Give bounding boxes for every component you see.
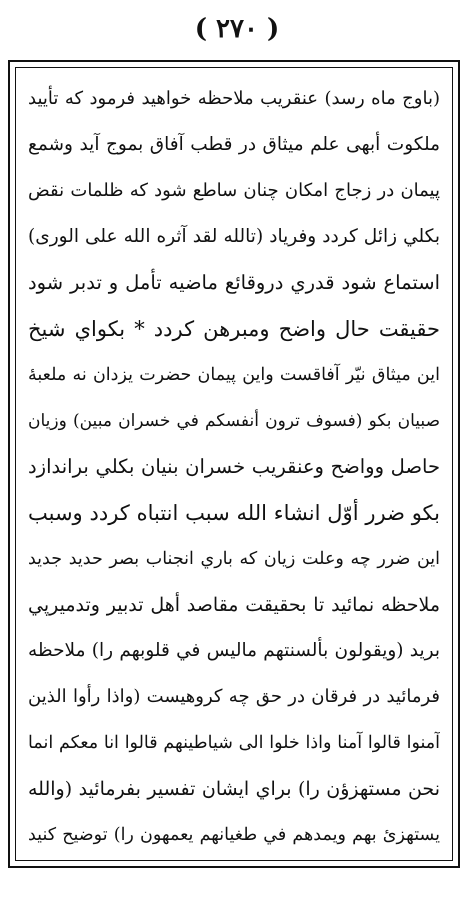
body-text xyxy=(28,76,440,858)
text-line: پيمان در زجاج امكان چنان ساطع شود كه ظلمات نقض xyxy=(28,180,440,201)
text-line: يستهزئ بهم ويمدهم في طغيانهم يعمهون را) توضيح كنيد xyxy=(28,825,440,845)
page-number: ( ٢٧٠ ) xyxy=(194,14,280,44)
text-line: بكلي زائل كردد وفرياد (تالله لقد آثره الله على الورى) xyxy=(28,226,440,247)
text-line: ملاحظه نمائيد تا بحقيقت مقاصد أهل تدبير وتدميرپي xyxy=(28,594,440,616)
text-line: حقيقت حال واضح ومبرهن كردد * بكواي شيخ xyxy=(28,317,440,341)
text-line: (باوج ماه رسد) عنقريب ملاحظه خواهيد فرمود كه تأييد xyxy=(28,88,440,109)
page-frame-inner xyxy=(15,67,453,861)
text-line: استماع شود قدري دروقائع ماضيه تأمل و تدبر شود xyxy=(28,271,440,294)
text-line: اين ضرر چه وعلت زيان كه باري انجناب بصر حديد جديد xyxy=(28,549,440,569)
page-frame xyxy=(8,60,460,868)
text-line: نحن مستهزؤن را) براي ايشان تفسير بفرمائيد (والله xyxy=(28,778,440,800)
text-line: صبيان بكو (فسوف ترون أنفسكم في خسران مبين) وزيان xyxy=(28,411,440,431)
text-line: حاصل وواضح وعنقريب خسران بنيان بكلي براندازد xyxy=(28,455,440,478)
text-line: بكو ضرر أوّل انشاء الله سبب انتباه كردد وسبب xyxy=(28,501,440,525)
text-line: فرمائيد در فرقان در حق چه كروهيست (واذا رأوا الذين xyxy=(28,686,440,707)
text-line: بريد (ويقولون بألسنتهم ماليس في قلوبهم را) ملاحظه xyxy=(28,640,440,661)
text-line: اين ميثاق نيّر آفاقست واين پيمان حضرت يزدان نه ملعبهٔ xyxy=(28,365,440,385)
text-line: آمنوا قالوا آمنا واذا خلوا الى شياطينهم قالوا انا معكم انما xyxy=(28,733,440,753)
text-line: ملكوت أبهى علم ميثاق در قطب آفاق بموج آيد وشمع xyxy=(28,134,440,155)
